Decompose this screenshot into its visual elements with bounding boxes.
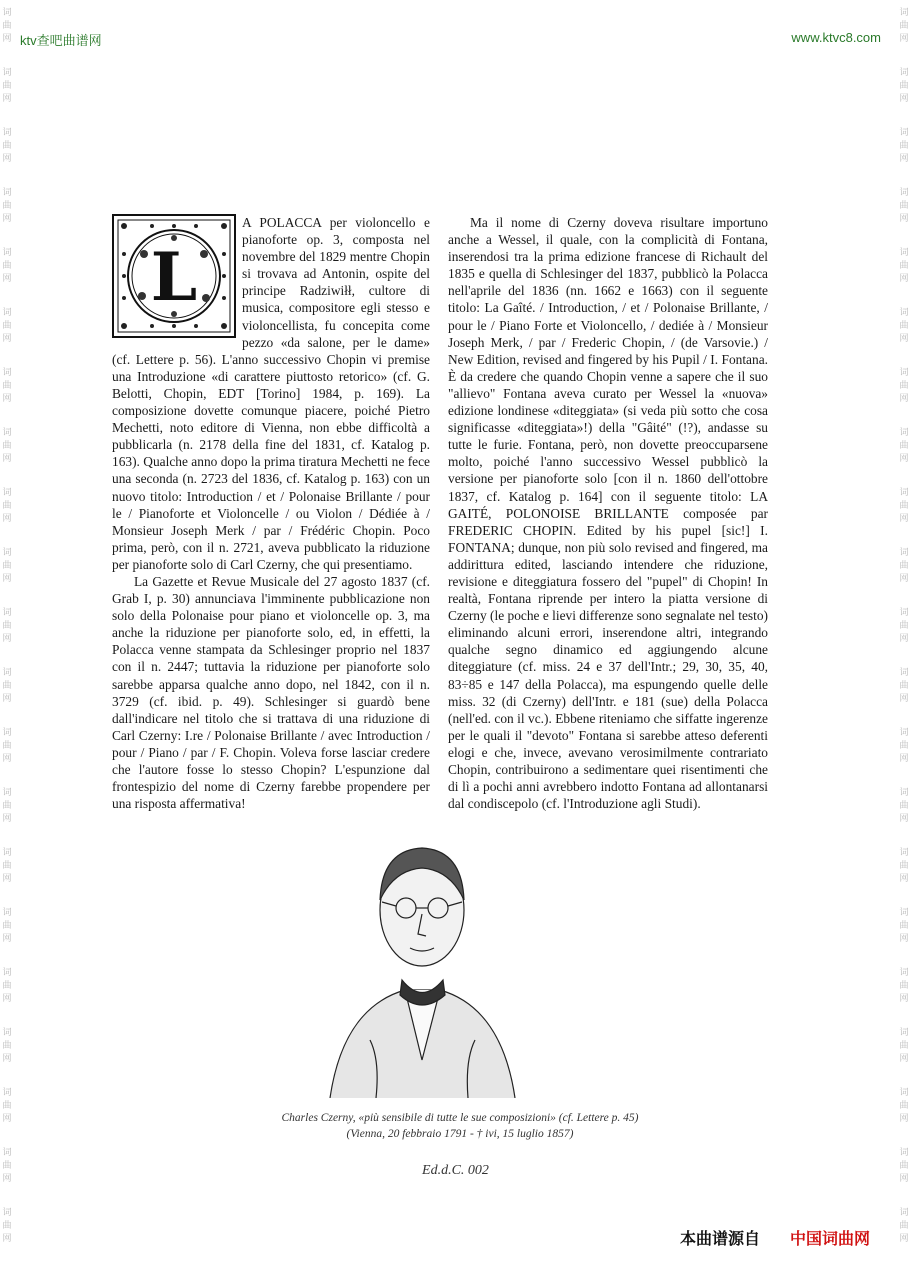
edge-watermark-char: 词 xyxy=(2,607,12,617)
edge-watermark-char: 曲 xyxy=(2,1220,12,1230)
edge-watermark-char: 词 xyxy=(2,967,12,977)
edge-watermark-char: 网 xyxy=(899,1233,909,1243)
edge-watermark-char: 词 xyxy=(2,907,12,917)
edge-watermark-char: 词 xyxy=(899,427,909,437)
edge-watermark-char: 网 xyxy=(899,93,909,103)
edge-watermark-char: 曲 xyxy=(2,140,12,150)
edge-watermark-char: 网 xyxy=(899,273,909,283)
edge-watermark-char: 词 xyxy=(899,787,909,797)
edge-watermark-char: 网 xyxy=(899,813,909,823)
edge-watermark-right xyxy=(897,0,911,1274)
edge-watermark-char: 曲 xyxy=(899,1100,909,1110)
edge-watermark-char: 网 xyxy=(2,33,12,43)
edge-watermark-char: 网 xyxy=(2,753,12,763)
page-folio: Ed.d.C. 002 xyxy=(422,1163,489,1178)
edge-watermark-char: 词 xyxy=(2,727,12,737)
edge-watermark-char: 曲 xyxy=(2,680,12,690)
edge-watermark-char: 词 xyxy=(899,127,909,137)
edge-watermark-char: 词 xyxy=(2,7,12,17)
portrait-caption xyxy=(200,1110,720,1142)
edge-watermark-char: 网 xyxy=(2,393,12,403)
edge-watermark-char: 网 xyxy=(2,453,12,463)
edge-watermark-char: 网 xyxy=(2,933,12,943)
edge-watermark-char: 曲 xyxy=(899,440,909,450)
edge-watermark-char: 曲 xyxy=(899,140,909,150)
edge-watermark-char: 网 xyxy=(2,1173,12,1183)
dropcap-letter: L xyxy=(150,238,198,316)
edge-watermark-char: 曲 xyxy=(899,980,909,990)
edge-watermark-char: 词 xyxy=(899,307,909,317)
edge-watermark-char: 曲 xyxy=(899,920,909,930)
edge-watermark-char: 曲 xyxy=(2,260,12,270)
edge-watermark-char: 曲 xyxy=(2,980,12,990)
edge-watermark-char: 词 xyxy=(899,607,909,617)
edge-watermark-char: 曲 xyxy=(899,800,909,810)
edge-watermark-char: 曲 xyxy=(899,1160,909,1170)
edge-watermark-char: 网 xyxy=(2,693,12,703)
edge-watermark-char: 网 xyxy=(2,153,12,163)
edge-watermark-char: 曲 xyxy=(899,1040,909,1050)
edge-watermark-char: 网 xyxy=(899,873,909,883)
edge-watermark-char: 词 xyxy=(2,1207,12,1217)
edge-watermark-char: 曲 xyxy=(899,560,909,570)
edge-watermark-char: 词 xyxy=(2,427,12,437)
edge-watermark-char: 曲 xyxy=(899,860,909,870)
edge-watermark-char: 词 xyxy=(899,1147,909,1157)
edge-watermark-char: 网 xyxy=(899,393,909,403)
edge-watermark-char: 词 xyxy=(899,1087,909,1097)
edge-watermark-char: 曲 xyxy=(2,740,12,750)
edge-watermark-char: 词 xyxy=(2,187,12,197)
text-column-right xyxy=(448,214,768,812)
edge-watermark-char: 曲 xyxy=(899,620,909,630)
edge-watermark-char: 网 xyxy=(899,633,909,643)
edge-watermark-char: 词 xyxy=(899,1027,909,1037)
edge-watermark-char: 曲 xyxy=(899,380,909,390)
edge-watermark-char: 网 xyxy=(2,633,12,643)
edge-watermark-char: 词 xyxy=(2,367,12,377)
edge-watermark-char: 网 xyxy=(899,1053,909,1063)
edge-watermark-char: 网 xyxy=(2,1113,12,1123)
edge-watermark-char: 词 xyxy=(899,547,909,557)
right-paragraph-1: Ma il nome di Czerny doveva risultare importuno anche a Wessel, il quale, con la complicità di Fontana, inserendosi tra la prima edizione francese di Richault del 1835 e quella di Schlesinger del 1837, pubblicò la Polacca nell'aprile del 1836 (nn. 1662 e 1663) con il seguente titolo: La Gaîté. / Introduction, / et / Polonaise Brillante, / pour le / Piano Forte et Violoncello, / dediée à / Monsieur Joseph Merk, / par / Frederic Chopin, / (de Varsovie.) / New Edition, revised and fingered by his Pupil / I. Fontana. È da credere che quando Chopin venne a sapere che il suo "allievo" Fontana aveva curato per Wessel la «nuova» edizione londinese «diteggiata» (si veda più sotto che cosa significasse «diteggiata»!) della "Gâité" (!?), andasse su tutte le furie. Fontana, però, non dovette preoccuparsene molto, poiché l'anno successivo Wessel pubblicò la versione per pianoforte solo [con il n. 1860 dell'ottobre 1837, cf. Katalog p. 164] con il seguente titolo: LA GAITÉ, POLONOISE BRILLANTE composée par FREDERIC CHOPIN. Edited by his pupel [sic!] I. FONTANA; dunque, non più solo revised and fingered, ma addirittura edited, lasciando intendere che riduzione, revisione e diteggiatura fossero del "pupel" di Chopin! In realtà, Fontana riprende per intero la piatta versione di Czerny (le poche e lievi differenze sono segnalate nel testo) eliminando alcuni errori, inserendone altri, integrando qualche segno dinamico ed aggiungendo alcune diteggiature (cf. miss. 24 e 37 dell'Intr.; 29, 30, 35, 40, 83÷85 e 147 della Polacca), ma espungendo quelle delle miss. 32 (di Czerny) dell'Intr. e 181 (sue) della Polacca (nell'ed. con il vc.). Ebbene riteniamo che siffatte ingerenze per le quali il "devoto" Fontana si sarebbe atteso deferenti elogi e che, invece, avevano verosimilmente contrariato Chopin, contribuirono a sedimentare quei risentimenti che di lì a pochi anni avrebbero indotto Fontana ad allontanarsi dal condiscepolo (cf. l'Introduzione agli Studi). xyxy=(448,215,768,812)
edge-watermark-char: 网 xyxy=(899,753,909,763)
edge-watermark-char: 网 xyxy=(899,33,909,43)
portrait-engraving xyxy=(310,830,535,1098)
edge-watermark-char: 曲 xyxy=(2,920,12,930)
edge-watermark-char: 词 xyxy=(2,127,12,137)
watermark-bottom-left: 本曲谱源自 xyxy=(680,1229,761,1248)
watermark-top-right: www.ktvc8.com xyxy=(791,30,881,45)
edge-watermark-char: 曲 xyxy=(2,500,12,510)
edge-watermark-char: 词 xyxy=(2,67,12,77)
edge-watermark-char: 曲 xyxy=(899,260,909,270)
edge-watermark-char: 曲 xyxy=(2,320,12,330)
edge-watermark-char: 网 xyxy=(899,213,909,223)
edge-watermark-char: 网 xyxy=(2,1053,12,1063)
edge-watermark-char: 网 xyxy=(2,93,12,103)
edge-watermark-char: 词 xyxy=(2,247,12,257)
edge-watermark-char: 网 xyxy=(899,693,909,703)
edge-watermark-char: 网 xyxy=(2,213,12,223)
edge-watermark-char: 词 xyxy=(2,787,12,797)
edge-watermark-char: 曲 xyxy=(2,1040,12,1050)
edge-watermark-char: 曲 xyxy=(899,20,909,30)
left-paragraph-2: La Gazette et Revue Musicale del 27 agosto 1837 (cf. Grab I, p. 30) annunciava l'imminente pubblicazione non solo della Polonaise pour piano et violoncelle op. 3, ma anche la riduzione per pianoforte solo, ed, in effetti, la Polacca venne stampata da Schlesinger proprio nel 1837 con il n. 2447; tuttavia la riduzione per pianoforte solo sarebbe apparsa qualche anno dopo, nel 1842, con il n. 3729 (cf. ibid. p. 49). Schlesinger si guardò bene dall'indicare nel titolo che si trattava di una riduzione di Carl Czerny: I.re / Polonaise Brillante / avec Introduction / pour / Piano / par / F. Chopin. Voleva forse lasciar credere che l'autore fosse lo stesso Chopin? L'espunzione dal frontespizio del nome di Czerny farebbe propendere per una risposta affermativa! xyxy=(112,573,430,812)
edge-watermark-char: 网 xyxy=(2,513,12,523)
edge-watermark-char: 网 xyxy=(899,1113,909,1123)
edge-watermark-char: 词 xyxy=(2,487,12,497)
edge-watermark-char: 曲 xyxy=(2,1100,12,1110)
edge-watermark-char: 网 xyxy=(2,873,12,883)
edge-watermark-char: 网 xyxy=(899,1173,909,1183)
edge-watermark-char: 词 xyxy=(899,67,909,77)
edge-watermark-char: 网 xyxy=(2,813,12,823)
edge-watermark-char: 曲 xyxy=(2,440,12,450)
edge-watermark-char: 曲 xyxy=(2,200,12,210)
edge-watermark-char: 网 xyxy=(899,153,909,163)
edge-watermark-char: 词 xyxy=(2,667,12,677)
edge-watermark-char: 词 xyxy=(899,247,909,257)
edge-watermark-char: 网 xyxy=(2,1233,12,1243)
edge-watermark-char: 词 xyxy=(899,667,909,677)
edge-watermark-char: 词 xyxy=(2,1147,12,1157)
edge-watermark-char: 词 xyxy=(899,7,909,17)
edge-watermark-char: 曲 xyxy=(2,380,12,390)
edge-watermark-char: 词 xyxy=(899,367,909,377)
edge-watermark-char: 网 xyxy=(2,573,12,583)
edge-watermark-char: 网 xyxy=(899,933,909,943)
edge-watermark-char: 曲 xyxy=(899,680,909,690)
edge-watermark-char: 词 xyxy=(2,547,12,557)
edge-watermark-char: 曲 xyxy=(2,860,12,870)
edge-watermark-char: 网 xyxy=(2,333,12,343)
edge-watermark-char: 词 xyxy=(2,847,12,857)
edge-watermark-char: 网 xyxy=(899,453,909,463)
edge-watermark-char: 词 xyxy=(899,1207,909,1217)
watermark-bottom-right: 中国词曲网 xyxy=(790,1229,871,1248)
edge-watermark-char: 曲 xyxy=(2,20,12,30)
edge-watermark-char: 词 xyxy=(899,727,909,737)
edge-watermark-char: 网 xyxy=(2,993,12,1003)
edge-watermark-char: 曲 xyxy=(899,740,909,750)
edge-watermark-char: 曲 xyxy=(2,620,12,630)
edge-watermark-char: 曲 xyxy=(899,320,909,330)
caption-line-1: Charles Czerny, «più sensibile di tutte le sue composizioni» (cf. Lettere p. 45) xyxy=(281,1112,639,1124)
edge-watermark-char: 网 xyxy=(2,273,12,283)
edge-watermark-char: 词 xyxy=(2,307,12,317)
edge-watermark-char: 词 xyxy=(899,907,909,917)
edge-watermark-char: 曲 xyxy=(2,560,12,570)
edge-watermark-char: 曲 xyxy=(2,80,12,90)
edge-watermark-char: 网 xyxy=(899,993,909,1003)
edge-watermark-char: 网 xyxy=(899,333,909,343)
edge-watermark-char: 曲 xyxy=(2,1160,12,1170)
edge-watermark-left xyxy=(0,0,14,1274)
edge-watermark-char: 网 xyxy=(899,513,909,523)
edge-watermark-char: 词 xyxy=(899,847,909,857)
edge-watermark-char: 词 xyxy=(899,967,909,977)
edge-watermark-char: 网 xyxy=(899,573,909,583)
edge-watermark-char: 曲 xyxy=(899,500,909,510)
edge-watermark-char: 词 xyxy=(899,187,909,197)
edge-watermark-char: 曲 xyxy=(899,200,909,210)
edge-watermark-char: 曲 xyxy=(899,1220,909,1230)
watermark-top-left: ktv查吧曲谱网 xyxy=(20,33,102,48)
edge-watermark-char: 词 xyxy=(899,487,909,497)
caption-line-2: (Vienna, 20 febbraio 1791 - † ivi, 15 luglio 1857) xyxy=(346,1128,574,1140)
edge-watermark-char: 词 xyxy=(2,1087,12,1097)
edge-watermark-char: 曲 xyxy=(2,800,12,810)
ornamental-dropcap xyxy=(112,214,236,338)
edge-watermark-char: 词 xyxy=(2,1027,12,1037)
left-paragraph-1: A POLACCA per violoncello e pianoforte op. 3, composta nel novembre del 1829 mentre Chopin si trovava ad Antonin, ospite del principe Radziwiłł, cultore di musica, compositore egli stesso e violoncellista, fu concepita come pezzo «da salone, per le dame» (cf. Lettere p. 56). L'anno successivo Chopin vi premise una Introduzione «di carattere piuttosto retorico» (cf. G. Belotti, Chopin, EDT [Torino] 1984, p. 169). La composizione dovette comunque piacere, poiché Pietro Mechetti, noto editore di Vienna, non ebbe difficoltà a pubblicarla (n. 2178 della fine del 1831, cf. Katalog p. 163). Qualche anno dopo la prima tiratura Mechetti ne fece una seconda (n. 2723 del 1836, cf. Katalog p. 163) con un nuovo titolo: Introduction / et / Polonaise Brillante / pour le / Pianoforte et Violoncelle / ou Violon / Dédiée à / Monsieur Joseph Merk / par / Frédéric Chopin. Poco prima, però, con il n. 2721, aveva pubblicato la riduzione per pianoforte solo di Carl Czerny, che qui presentiamo. xyxy=(112,215,430,572)
text-column-left xyxy=(112,214,430,812)
edge-watermark-char: 曲 xyxy=(899,80,909,90)
